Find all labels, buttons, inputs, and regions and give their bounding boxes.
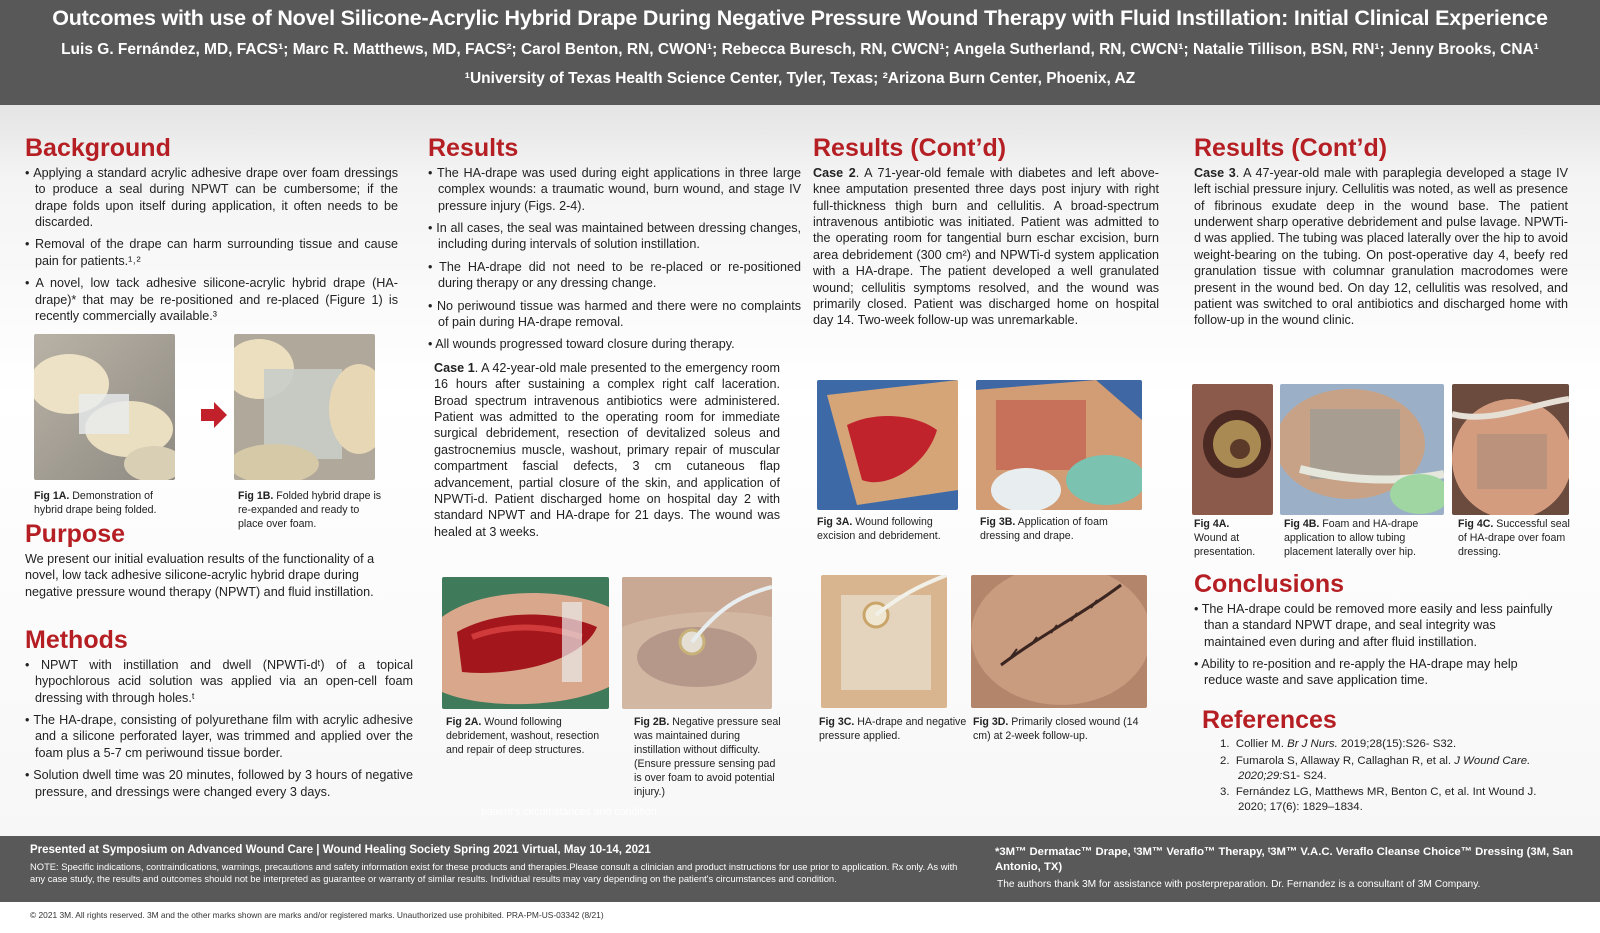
poster-title: Outcomes with use of Novel Silicone-Acrylic Hybrid Drape During Negative Pressure Wound Therapy with Fluid Instillation: Initial Clinical Experience bbox=[52, 6, 1548, 30]
methods-list bbox=[25, 657, 413, 800]
purpose-heading: Purpose bbox=[25, 520, 126, 548]
results-heading: Results bbox=[428, 134, 519, 162]
presented-at: Presented at Symposium on Advanced Wound Care | Wound Healing Society Spring 2021 Virtual, May 10-14, 2021 bbox=[30, 844, 651, 856]
fig-1b-caption: Fig 1B. Folded hybrid drape is re-expanded and ready to place over foam. bbox=[238, 490, 382, 530]
results3-heading: Results (Cont’d) bbox=[1194, 134, 1388, 162]
purpose-text: We present our initial evaluation results of the functionality of a novel, low tack adhesive silicone-acrylic hybrid drape during negative pressure wound therapy (NPWT) and fluid instillation. bbox=[25, 552, 375, 599]
arrow-right-icon bbox=[201, 402, 227, 433]
fig-2b-image bbox=[622, 577, 772, 709]
poster-body bbox=[0, 105, 1600, 836]
conclusions-section bbox=[1194, 571, 1559, 695]
fig-3d-caption: Fig 3D. Primarily closed wound (14 cm) at 2-week follow-up. bbox=[973, 716, 1139, 742]
fig-3a-image bbox=[817, 380, 958, 510]
author-list: Luis G. Fernández, MD, FACS¹; Marc R. Matthews, MD, FACS²; Carol Benton, RN, CWON¹; Rebecca Buresch, RN, CWCN¹; Angela Sutherland, RN, CWCN¹; Natalie Tillison, BSN, RN¹; Jenny Brooks, CNA¹ bbox=[61, 41, 1539, 58]
background-bullet: • Applying a standard acrylic adhesive drape over foam dressings to produce a seal during NPWT can be cumbersome; if the drape folds upon itself during application, it often needs to be discarded. bbox=[25, 165, 398, 230]
fig-3b-caption: Fig 3B. Application of foam dressing and drape. bbox=[980, 516, 1108, 542]
fig-4c-caption: Fig 4C. Successful seal of HA-drape over foam dressing. bbox=[1458, 518, 1570, 558]
methods-bullet: • NPWT with instillation and dwell (NPWTi-dᵗ) of a topical hypochlorous acid solution was applied via an open-cell foam dressing with through holes.ᵗ bbox=[25, 657, 413, 706]
fig-3c-caption: Fig 3C. HA-drape and negative pressure applied. bbox=[819, 716, 967, 742]
acknowledgement: The authors thank 3M for assistance with posterpreparation. Dr. Fernandez is a consultant of 3M Company. bbox=[997, 879, 1481, 890]
fig-3b-image bbox=[976, 380, 1142, 510]
results2-heading: Results (Cont’d) bbox=[813, 134, 1007, 162]
conclusions-list bbox=[1194, 601, 1559, 689]
background-heading: Background bbox=[25, 134, 171, 162]
fig-4a-image bbox=[1192, 384, 1273, 515]
case-1-label: Case 1 bbox=[434, 361, 475, 375]
affiliations: ¹University of Texas Health Science Center, Tyler, Texas; ²Arizona Burn Center, Phoenix, AZ bbox=[464, 70, 1136, 87]
column-4 bbox=[1194, 135, 1568, 329]
fig-2b-caption: Fig 2B. Negative pressure seal was maintained during instillation without difficulty. (Ensure pressure sensing pad is over foam to avoid potential injury.) bbox=[634, 716, 781, 798]
results-bullet: • In all cases, the seal was maintained between dressing changes, including during intervals of solution instillation. bbox=[428, 220, 801, 253]
copyright: © 2021 3M. All rights reserved. 3M and the other marks shown are marks and/or registered marks. Unauthorized use prohibited. PRA-PM-US-03342 (8/21) bbox=[30, 910, 604, 920]
purpose-section bbox=[25, 521, 398, 600]
references-heading: References bbox=[1202, 706, 1337, 734]
background-list bbox=[25, 165, 398, 324]
fig-3a-caption: Fig 3A. Wound following excision and debridement. bbox=[817, 516, 941, 542]
fig-1b-image bbox=[234, 334, 375, 480]
references-section bbox=[1202, 707, 1562, 817]
background-bullet: • A novel, low tack adhesive silicone-acrylic hybrid drape (HA-drape)* that may be re-positioned and re-placed (Figure 1) is recently commercially available.³ bbox=[25, 275, 398, 324]
fig-3c-image bbox=[821, 575, 947, 708]
fig-4b-caption: Fig 4B. Foam and HA-drape application to allow tubing placement laterally over hip. bbox=[1284, 518, 1419, 558]
trademark-note: *3M™ Dermatac™ Drape, ᵗ3M™ Veraflo™ Therapy, ᵗ3M™ V.A.C. Veraflo Cleanse Choice™ Dressing (3M, San Antonio, TX) bbox=[995, 846, 1574, 873]
methods-section bbox=[25, 627, 413, 806]
methods-heading: Methods bbox=[25, 626, 128, 654]
case-1-body: . A 42-year-old male presented to the emergency room 16 hours after sustaining a complex right calf laceration. Broad spectrum intravenous antibiotics were administered. Patient was admitted to the operating room for immediate surgical debridement, resection of devitalized soleus and gastrocnemius muscle, washout, primary repair of muscular compartment fascial defects, 3 cm cutaneous flap advancement, partial closure of the skin, and application of NPWTi-d. Patient discharged home on hospital day 2 with standard NPWT and HA-drape for 21 days. The wound was healed at 3 weeks. bbox=[434, 361, 780, 539]
conclusions-bullet: • The HA-drape could be removed more easily and less painfully than a standard NPWT drape, and seal integrity was maintained even during and after fluid instillation. bbox=[1194, 601, 1559, 650]
column-2 bbox=[428, 135, 801, 359]
fig-4c-image bbox=[1452, 384, 1569, 515]
fig-3d-image bbox=[971, 575, 1147, 708]
fig-4b-image bbox=[1280, 384, 1444, 515]
methods-bullet: • The HA-drape, consisting of polyurethane film with acrylic adhesive and a silicone perforated layer, was trimmed and applied over the foam plus a 5-7 cm periwound tissue border. bbox=[25, 712, 413, 761]
conclusions-bullet: • Ability to re-position and re-apply the HA-drape may help reduce waste and save application time. bbox=[1194, 656, 1559, 689]
reference-item: 3. Fernández LG, Matthews MR, Benton C, et al. Int Wound J. 2020; 17(6): 1829–1834. bbox=[1220, 786, 1537, 814]
case-2-label: Case 2 bbox=[813, 166, 856, 180]
fig-2a-caption: Fig 2A. Wound following debridement, washout, resection and repair of deep structures. bbox=[446, 716, 600, 756]
results-bullet: • No periwound tissue was harmed and there were no complaints of pain during HA-drape removal. bbox=[428, 298, 801, 331]
methods-bullet: • Solution dwell time was 20 minutes, followed by 3 hours of negative pressure, and dressings were changed every 3 days. bbox=[25, 767, 413, 800]
column-1 bbox=[25, 135, 398, 330]
conclusions-heading: Conclusions bbox=[1194, 570, 1345, 598]
fig-1a-image bbox=[34, 334, 175, 480]
case-1-text bbox=[434, 360, 780, 540]
disclaimer-note: NOTE: Specific indications, contraindications, warnings, precautions and safety information exist for these products and therapies.Please consult a clinician and product instructions for use prior to application. Rx only. As with any case study, the results and outcomes should not be interpreted as guarantee or warranty of similar results. Individual results may vary depending on the patient's circumstances and condition. bbox=[30, 861, 958, 884]
background-bullet: • Removal of the drape can harm surrounding tissue and cause pain for patients.¹˒² bbox=[25, 236, 398, 269]
poster-footer bbox=[0, 836, 1600, 902]
case-3-body: . A 47-year-old male with paraplegia developed a stage IV left ischial pressure injury. Cellulitis was noted, as well as presence of fibrinous exudate deep in the wound base. The patient underwent sharp operative debridement and pulse lavage. NPWTi-d was applied. The tubing was placed laterally over the hip to avoid weight-bearing on the tubing. On post-operative day 4, beefy red granulation tissue with columnar granulation macrodomes were present in the wound bed. On day 12, cellulitis was resolved, and patient was switched to oral antibiotics and discharged home with follow-up in the wound clinic. bbox=[1194, 166, 1568, 328]
results-bullet: • All wounds progressed toward closure during therapy. bbox=[428, 336, 801, 352]
case-3-label: Case 3 bbox=[1194, 166, 1236, 180]
column-3 bbox=[813, 135, 1159, 329]
overlay-text: patient's circumstances and condition. bbox=[481, 806, 660, 818]
results-bullet: • The HA-drape did not need to be re-placed or re-positioned during therapy or any dressing change. bbox=[428, 259, 801, 292]
fig-1a-caption: Fig 1A. Demonstration of hybrid drape being folded. bbox=[34, 490, 157, 516]
results-list bbox=[428, 165, 801, 353]
reference-item: 2. Fumarola S, Allaway R, Callaghan R, et al. J Wound Care. 2020;29:S1- S24. bbox=[1220, 754, 1531, 782]
reference-item: 1. Collier M. Br J Nurs. 2019;28(15):S26- S32. bbox=[1220, 738, 1457, 750]
results-bullet: • The HA-drape was used during eight applications in three large complex wounds: a traumatic wound, burn wound, and stage IV pressure injury (Figs. 2-4). bbox=[428, 165, 801, 214]
fig-2a-image bbox=[442, 577, 609, 709]
fig-4a-caption: Fig 4A. Wound at presentation. bbox=[1194, 518, 1256, 558]
case-2-body: . A 71-year-old female with diabetes and left above-knee amputation presented three days post injury with right full-thickness thigh burn and cellulitis. A broad-spectrum intravenous antibiotic was initiated. Patient was admitted to the operating room for tangential burn eschar excision, burn area debridement (300 cm²) and NPWTi-d system application with a HA-drape. The patient developed a well granulated wound; cellulitis symptoms resolved, and the wound was primarily closed. Patient was discharged home on hospital day 14. Two-week follow-up was unremarkable. bbox=[813, 166, 1159, 328]
poster-header bbox=[0, 0, 1600, 105]
